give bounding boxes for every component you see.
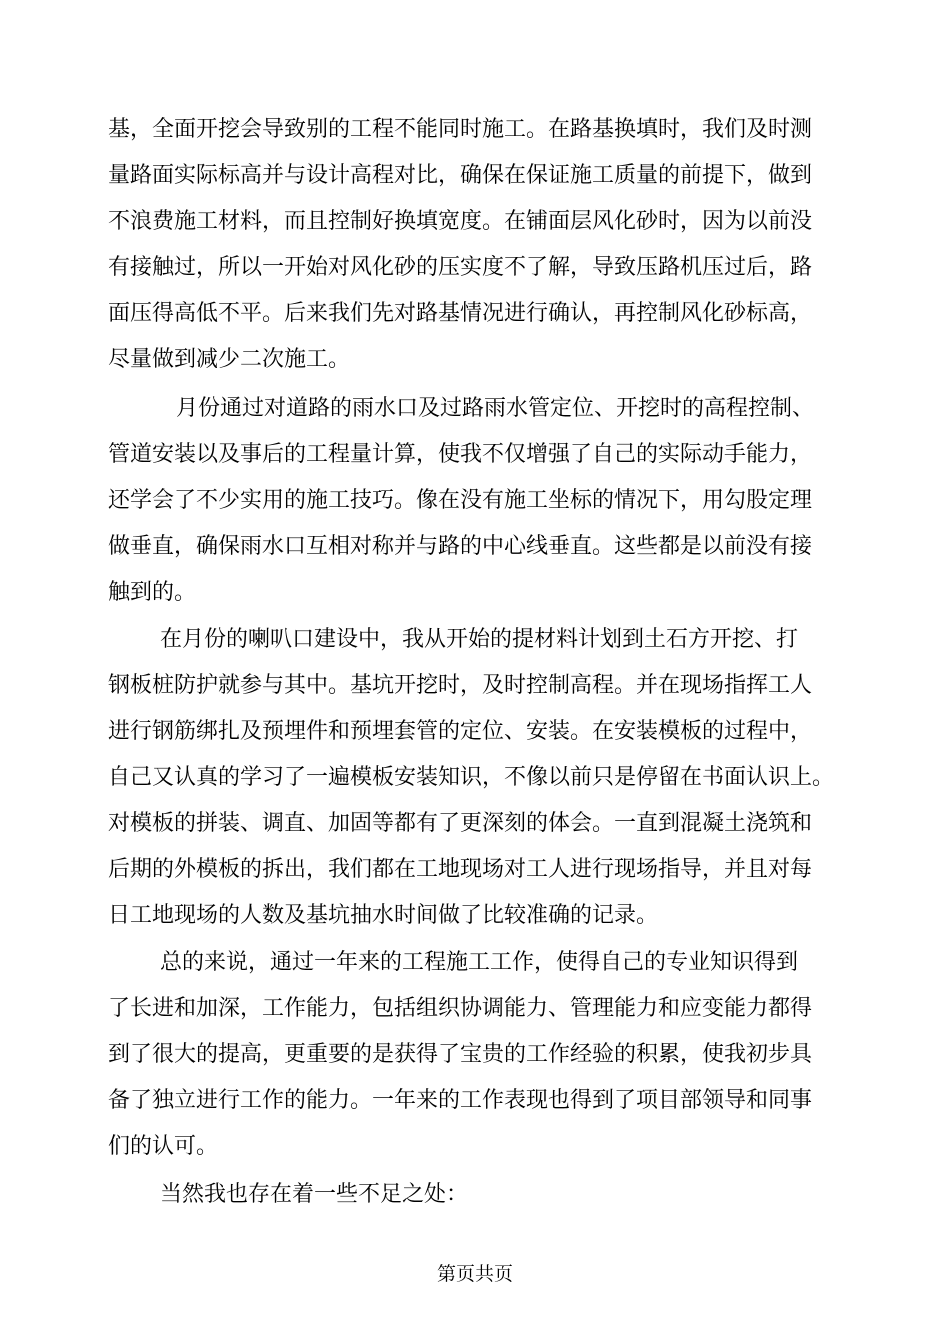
text-line: 做垂直，确保雨水口互相对称并与路的中心线垂直。这些都是以前没有接 [108,534,813,559]
text-line: 钢板桩防护就参与其中。基坑开挖时，及时控制高程。并在现场指挥工人 [108,673,813,698]
text-line: 日工地现场的人数及基坑抽水时间做了比较准确的记录。 [108,903,659,928]
text-line: 管道安装以及事后的工程量计算，使我不仅增强了自己的实际动手能力， [108,442,813,467]
text-line: 月份通过对道路的雨水口及过路雨水管定位、开挖时的高程控制、 [176,396,815,421]
text-line: 对模板的拼装、调直、加固等都有了更深刻的体会。一直到混凝土浇筑和 [108,811,813,836]
text-line: 面压得高低不平。后来我们先对路基情况进行确认，再控制风化砂标高， [108,301,813,326]
text-line: 还学会了不少实用的施工技巧。像在没有施工坐标的情况下，用勾股定理 [108,488,813,513]
text-line: 了长进和加深，工作能力，包括组织协调能力、管理能力和应变能力都得 [108,996,813,1021]
text-line: 当然我也存在着一些不足之处： [160,1182,469,1207]
text-line: 备了独立进行工作的能力。一年来的工作表现也得到了项目部领导和同事 [108,1088,813,1113]
page-footer: 第页共页 [436,1263,513,1285]
text-line: 自己又认真的学习了一遍模板安装知识，不像以前只是停留在书面认识上。 [108,765,835,790]
text-line: 在月份的喇叭口建设中，我从开始的提材料计划到土石方开挖、打 [160,627,799,652]
text-line: 进行钢筋绑扎及预埋件和预埋套管的定位、安装。在安装模板的过程中， [108,719,813,744]
text-line: 触到的。 [108,580,197,605]
text-line: 不浪费施工材料，而且控制好换填宽度。在铺面层风化砂时，因为以前没 [108,209,813,234]
text-line: 量路面实际标高并与设计高程对比，确保在保证施工质量的前提下，做到 [108,163,813,188]
text-line: 有接触过，所以一开始对风化砂的压实度不了解，导致压路机压过后，路 [108,255,813,280]
text-line: 总的来说，通过一年来的工程施工工作，使得自己的专业知识得到 [160,950,799,975]
text-line: 到了很大的提高，更重要的是获得了宝贵的工作经验的积累，使我初步具 [108,1042,813,1067]
text-line: 们的认可。 [108,1134,219,1159]
text-line: 基，全面开挖会导致别的工程不能同时施工。在路基换填时，我们及时测 [108,117,813,142]
text-line: 后期的外模板的拆出，我们都在工地现场对工人进行现场指导，并且对每 [108,857,813,882]
text-line: 尽量做到减少二次施工。 [108,347,351,372]
